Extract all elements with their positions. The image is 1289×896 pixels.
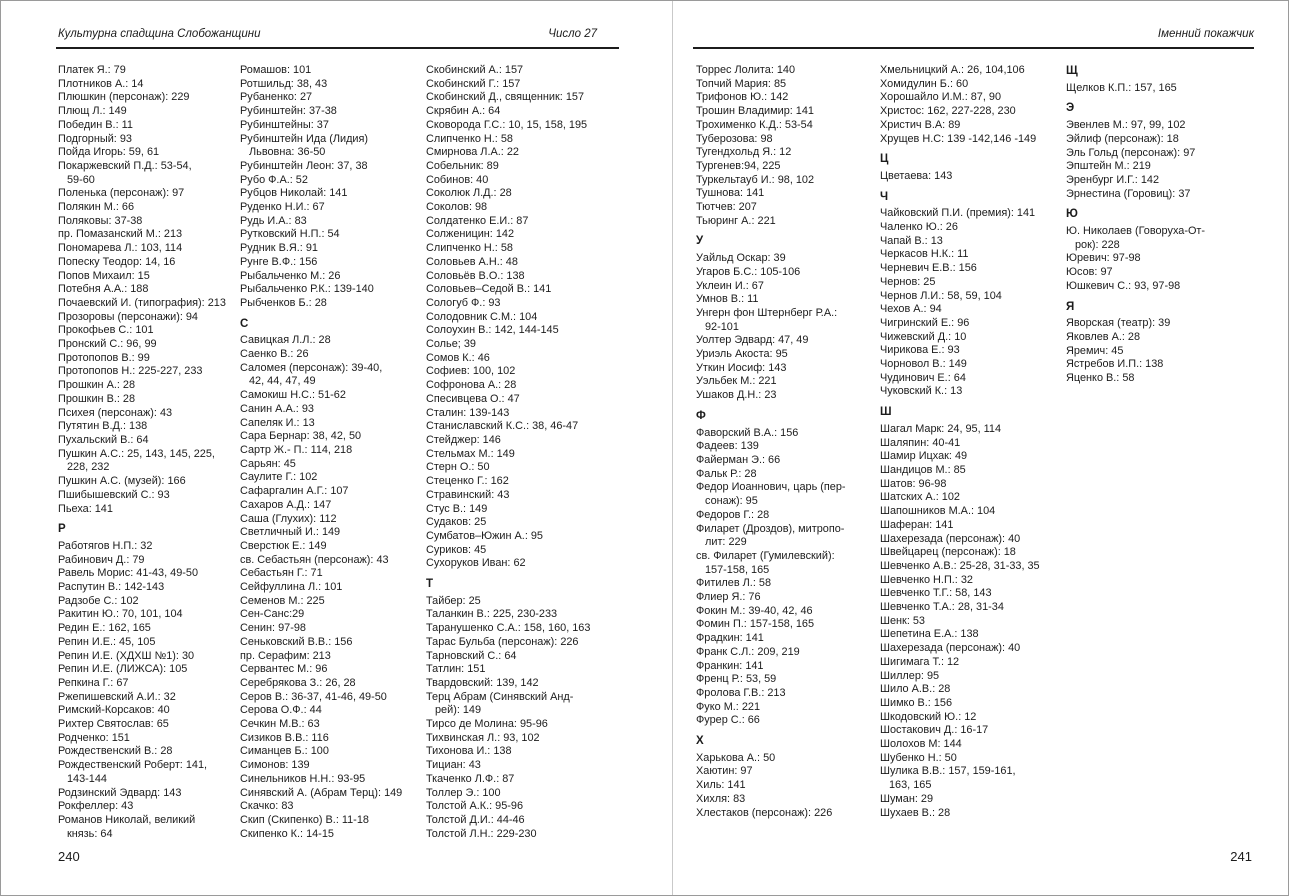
- index-entry: Шолохов М: 144: [880, 738, 962, 751]
- index-entry: Сен-Санс:29: [240, 608, 305, 621]
- header-rule-right: [693, 47, 1254, 49]
- index-entry: Судаков: 25: [426, 516, 487, 529]
- index-entry: Пушкин А.С. (музей): 166: [58, 475, 186, 488]
- index-entry: Солодовник С.М.: 104: [426, 310, 538, 323]
- index-entry: Скрябин А.: 64: [426, 105, 501, 118]
- index-entry: Трохименко К.Д.: 53-54: [696, 118, 813, 131]
- index-entry: Почаевский И. (типография): 213: [58, 296, 226, 309]
- index-entry: Трошин Владимир: 141: [696, 105, 814, 118]
- index-entry: Тушнова: 141: [696, 187, 765, 200]
- index-entry: Шандицов М.: 85: [880, 463, 966, 476]
- index-entry: Уриэль Акоста: 95: [696, 348, 788, 361]
- index-entry: Фокин М.: 39-40, 42, 46: [696, 604, 813, 617]
- index-entry: Прошкин В.: 28: [58, 392, 136, 405]
- index-entry: Софронова А.: 28: [426, 379, 517, 392]
- index-entry: Поляковы: 37-38: [58, 214, 143, 227]
- index-entry: Толстой Л.Н.: 229-230: [426, 827, 537, 840]
- index-entry: Сартр Ж.- П.: 114, 218: [240, 443, 353, 456]
- index-entry: Суриков: 45: [426, 543, 487, 556]
- index-column: [880, 64, 1060, 820]
- index-entry: Чуковский К.: 13: [880, 385, 963, 398]
- index-entry: Рутковский Н.П.: 54: [240, 228, 340, 241]
- index-entry: Потебня А.А.: 188: [58, 283, 149, 296]
- index-entry: Шевченко Т.Г.: 58, 143: [880, 587, 992, 600]
- index-entry: Пронский С.: 96, 99: [58, 338, 157, 351]
- index-entry: Чернов Л.И.: 58, 59, 104: [880, 289, 1002, 302]
- index-entry: Эрнестина (Горовиц): 37: [1066, 187, 1191, 200]
- index-entry: Серова О.Ф.: 44: [240, 704, 322, 717]
- index-entry: Серов В.: 36-37, 41-46, 49-50: [240, 690, 387, 703]
- index-entry: Работягов Н.П.: 32: [58, 539, 153, 552]
- index-column: [426, 64, 612, 841]
- index-entry: Хаютин: 97: [696, 765, 753, 778]
- index-entry: Распутин В.: 142-143: [58, 581, 165, 594]
- running-header-index-title: Іменний покажчик: [1157, 28, 1254, 40]
- index-entry: Христич В.А: 89: [880, 118, 961, 131]
- index-entry: Таланкин В.: 225, 230-233: [426, 608, 558, 621]
- index-entry: Слипченко Н.: 58: [426, 132, 513, 145]
- index-entry: Яковлев А.: 28: [1066, 330, 1141, 343]
- index-entry: Синельников Н.Н.: 93-95: [240, 772, 366, 785]
- index-entry: Тарновский С.: 64: [426, 649, 517, 662]
- index-entry: Френц Р.: 53, 59: [696, 673, 777, 686]
- index-entry: Скип (Скипенко) В.: 11-18: [240, 813, 369, 826]
- index-entry: св. Филарет (Гумилевский): 157-158, 165: [696, 549, 835, 576]
- index-entry: Рабинович Д.: 79: [58, 553, 145, 566]
- index-entry: Серебрякова З.: 26, 28: [240, 676, 356, 689]
- index-entry: Тайбер: 25: [426, 594, 481, 607]
- index-entry: Хорошайло И.М.: 87, 90: [880, 91, 1002, 104]
- index-entry: Стельмах М.: 149: [426, 447, 515, 460]
- index-entry: Фитилев Л.: 58: [696, 577, 771, 590]
- index-entry: Уэльбек М.: 221: [696, 375, 777, 388]
- index-entry: Ржепишевский А.И.: 32: [58, 690, 176, 703]
- index-entry: Флиер Я.: 76: [696, 591, 761, 604]
- index-entry: Сверстюк Е.: 149: [240, 539, 327, 552]
- index-column: [696, 64, 876, 820]
- index-entry: Протопопов Н.: 225-227, 233: [58, 365, 203, 378]
- index-entry: Туберозова: 98: [696, 132, 773, 145]
- index-entry: Тютчев: 207: [696, 201, 757, 214]
- index-entry: Репкина Г.: 67: [58, 676, 129, 689]
- index-entry: Сапеляк И.: 13: [240, 416, 315, 429]
- index-entry: Рубинштейн: 37-38: [240, 105, 337, 118]
- index-entry: Шахерезада (персонаж): 40: [880, 532, 1021, 545]
- index-entry: Сахаров А.Д.: 147: [240, 498, 332, 511]
- index-entry: Рыбальченко Р.К.: 139-140: [240, 283, 374, 296]
- index-entry: Юшкевич С.: 93, 97-98: [1066, 279, 1181, 292]
- index-column: [1066, 64, 1252, 386]
- index-entry: Соловьев А.Н.: 48: [426, 255, 518, 268]
- index-entry: Рубо Ф.А.: 52: [240, 173, 308, 186]
- index-entry: Рыбальченко М.: 26: [240, 269, 341, 282]
- index-entry: Шевченко Т.А.: 28, 31-34: [880, 601, 1004, 614]
- index-entry: Тургенев:94, 225: [696, 159, 781, 172]
- index-entry: Татлин: 151: [426, 663, 486, 676]
- index-entry: Филарет (Дроздов), митропо- лит: 229: [696, 522, 845, 549]
- index-entry: Эйлиф (персонаж): 18: [1066, 132, 1179, 145]
- index-section-letter: Р: [58, 523, 66, 536]
- index-section-letter: Ш: [880, 406, 892, 419]
- index-entry: Чижевский Д.: 10: [880, 330, 967, 343]
- index-entry: Рудник В.Я.: 91: [240, 242, 318, 255]
- index-entry: Эпштейн М.: 219: [1066, 160, 1151, 173]
- index-entry: Толстой А.К.: 95-96: [426, 800, 524, 813]
- index-entry: Яворская (театр): 39: [1066, 317, 1171, 330]
- index-entry: Соколюк Л.Д.: 28: [426, 187, 512, 200]
- index-entry: Сара Бернар: 38, 42, 50: [240, 430, 362, 443]
- running-header-left-page: [58, 28, 619, 40]
- index-entry: Шулика В.В.: 157, 159-161, 163, 165: [880, 765, 1016, 792]
- index-entry: Шухаев В.: 28: [880, 806, 951, 819]
- index-entry: Тихвинская Л.: 93, 102: [426, 731, 540, 744]
- index-entry: Уткин Иосиф: 143: [696, 361, 787, 374]
- index-entry: Туркельтауб И.: 98, 102: [696, 173, 815, 186]
- index-entry: Тирсо де Молина: 95-96: [426, 718, 548, 731]
- index-entry: Семенов М.: 225: [240, 594, 325, 607]
- index-entry: Савицкая Л.Л.: 28: [240, 334, 331, 347]
- index-entry: Хомидулин Б.: 60: [880, 77, 969, 90]
- index-entry: Черневич Е.В.: 156: [880, 262, 977, 275]
- index-entry: Пономарева Л.: 103, 114: [58, 242, 183, 255]
- index-entry: Фаворский В.А.: 156: [696, 426, 799, 439]
- index-entry: Соколов: 98: [426, 201, 488, 214]
- index-entry: Черкасов Н.К.: 11: [880, 248, 969, 261]
- index-entry: Слипченко Н.: 58: [426, 242, 513, 255]
- index-entry: Скобинский Г.: 157: [426, 77, 521, 90]
- index-entry: Фурер С.: 66: [696, 714, 760, 727]
- index-entry: Саша (Глухих): 112: [240, 512, 337, 525]
- index-entry: Спесивцева О.: 47: [426, 392, 520, 405]
- index-entry: Фальк Р.: 28: [696, 467, 757, 480]
- index-entry: Рихтер Святослав: 65: [58, 718, 169, 731]
- index-column: [240, 64, 420, 841]
- index-entry: Сафаргалин А.Г.: 107: [240, 485, 349, 498]
- index-entry: Умнов В.: 11: [696, 293, 759, 306]
- index-entry: Саулите Г.: 102: [240, 471, 318, 484]
- index-entry: Фуко М.: 221: [696, 700, 761, 713]
- index-entry: Шаферан: 141: [880, 518, 954, 531]
- index-entry: Равель Морис: 41-43, 49-50: [58, 567, 199, 580]
- index-section-letter: Х: [696, 735, 704, 748]
- index-entry: Прошкин А.: 28: [58, 379, 136, 392]
- index-entry: Репин И.Е. (ХДХШ №1): 30: [58, 649, 195, 662]
- index-entry: Репин И.Е. (ЛИЖСА): 105: [58, 663, 188, 676]
- index-entry: Сологуб Ф.: 93: [426, 296, 501, 309]
- index-entry: Трифонов Ю.: 142: [696, 91, 789, 104]
- index-entry: Фрадкин: 141: [696, 632, 764, 645]
- index-entry: Сомов К.: 46: [426, 351, 490, 364]
- index-entry: Синявский А. (Абрам Терц): 149: [240, 786, 403, 799]
- header-rule-left: [56, 47, 619, 49]
- index-entry: Чудинович Е.: 64: [880, 371, 966, 384]
- index-entry: Хлестаков (персонаж): 226: [696, 806, 833, 819]
- index-entry: Римский-Корсаков: 40: [58, 704, 170, 717]
- index-entry: Чапай В.: 13: [880, 234, 943, 247]
- index-entry: Шиллер: 95: [880, 669, 940, 682]
- index-entry: Сарьян: 45: [240, 457, 296, 470]
- index-entry: Сковорода Г.С.: 10, 15, 158, 195: [426, 118, 588, 131]
- index-entry: Хрущев Н.С: 139 -142,146 -149: [880, 132, 1037, 145]
- index-entry: Романов Николай, великий князь: 64: [58, 813, 196, 840]
- index-entry: Собельник: 89: [426, 159, 499, 172]
- index-entry: Чехов А.: 94: [880, 303, 942, 316]
- index-entry: Шатов: 96-98: [880, 477, 947, 490]
- index-section-letter: У: [696, 235, 704, 248]
- index-entry: Сухоруков Иван: 62: [426, 557, 526, 570]
- index-entry: Шапошников М.А.: 104: [880, 505, 996, 518]
- index-section-letter: Я: [1066, 300, 1075, 313]
- index-section-letter: Ц: [880, 153, 889, 166]
- index-entry: Юревич: 97-98: [1066, 252, 1141, 265]
- index-entry: Полякин М.: 66: [58, 201, 135, 214]
- index-entry: Сеньковский В.В.: 156: [240, 635, 353, 648]
- index-entry: Ткаченко Л.Ф.: 87: [426, 772, 515, 785]
- index-entry: Покаржевский П.Д.: 53-54, 59-60: [58, 159, 192, 186]
- index-entry: Чайковский П.И. (премия): 141: [880, 207, 1036, 220]
- index-entry: Франк С.Л.: 209, 219: [696, 645, 800, 658]
- index-entry: Шуман: 29: [880, 792, 934, 805]
- index-entry: Попеску Теодор: 14, 16: [58, 255, 176, 268]
- index-entry: Ушаков Д.Н.: 23: [696, 389, 777, 402]
- index-entry: Ракитин Ю.: 70, 101, 104: [58, 608, 183, 621]
- index-entry: Федоров Г.: 28: [696, 508, 770, 521]
- index-entry: Швейцарец (персонаж): 18: [880, 546, 1016, 559]
- index-entry: Шенк: 53: [880, 614, 925, 627]
- index-section-letter: Ю: [1066, 208, 1078, 221]
- index-entry: Рубинштейн Ида (Лидия) Львовна: 36-50: [240, 132, 369, 159]
- index-entry: Харькова А.: 50: [696, 751, 776, 764]
- index-entry: Тихонова И.: 138: [426, 745, 512, 758]
- index-entry: Репин И.Е.: 45, 105: [58, 635, 156, 648]
- index-entry: Пойда Игорь: 59, 61: [58, 146, 160, 159]
- index-section-letter: Ф: [696, 409, 706, 422]
- index-entry: Шагал Марк: 24, 95, 114: [880, 422, 1002, 435]
- index-entry: Пухальский В.: 64: [58, 433, 149, 446]
- index-entry: Рудь И.А.: 83: [240, 214, 307, 227]
- index-entry: Протопопов В.: 99: [58, 351, 150, 364]
- index-entry: Рождественский Роберт: 141, 143-144: [58, 759, 208, 785]
- index-entry: Солье; 39: [426, 338, 476, 351]
- index-entry: Шубенко Н.: 50: [880, 751, 957, 764]
- index-entry: Тициан: 43: [426, 759, 481, 772]
- index-entry: Юсов: 97: [1066, 266, 1113, 279]
- index-entry: Софиев: 100, 102: [426, 365, 516, 378]
- index-entry: Стус В.: 149: [426, 502, 488, 515]
- index-entry: Ястребов И.П.: 138: [1066, 358, 1164, 371]
- index-entry: Руденко Н.И.: 67: [240, 201, 325, 214]
- index-entry: Ротшильд: 38, 43: [240, 77, 328, 90]
- index-entry: Шамир Ицхак: 49: [880, 450, 968, 463]
- index-entry: Скобинский А.: 157: [426, 64, 524, 76]
- index-entry: пр. Серафим: 213: [240, 649, 331, 662]
- index-section-letter: Ч: [880, 190, 889, 203]
- index-entry: Самокиш Н.С.: 51-62: [240, 389, 346, 402]
- index-entry: Яценко В.: 58: [1066, 372, 1135, 385]
- index-entry: Плюшкин (персонаж): 229: [58, 91, 190, 104]
- index-entry: Хихля: 83: [696, 792, 746, 805]
- index-entry: Сизиков В.В.: 116: [240, 731, 329, 744]
- index-entry: Уолтер Эдвард: 47, 49: [696, 334, 809, 347]
- index-entry: Толлер Э.: 100: [426, 786, 501, 799]
- index-section-letter: С: [240, 317, 249, 330]
- index-entry: Сталин: 139-143: [426, 406, 510, 419]
- index-entry: Чирикова Е.: 93: [880, 344, 960, 357]
- index-entry: Сенин: 97-98: [240, 622, 306, 635]
- index-entry: Сечкин М.В.: 63: [240, 718, 320, 731]
- index-entry: Радзобе С.: 102: [58, 594, 139, 607]
- running-header-issue: Число 27: [548, 28, 597, 40]
- index-entry: Соловьёв В.О.: 138: [426, 269, 525, 282]
- index-entry: Терц Абрам (Синявский Анд- рей): 149: [426, 690, 574, 717]
- index-entry: Торрес Лолита: 140: [696, 64, 796, 76]
- index-entry: Чигринский Е.: 96: [880, 316, 970, 329]
- index-entry: Шахерезада (персонаж): 40: [880, 642, 1021, 655]
- index-entry: Станиславский К.С.: 38, 46-47: [426, 420, 579, 433]
- index-entry: Угаров Б.С.: 105-106: [696, 265, 801, 278]
- index-entry: Плотников А.: 14: [58, 77, 144, 90]
- index-entry: пр. Помазанский М.: 213: [58, 228, 183, 241]
- index-entry: Чаленко Ю.: 26: [880, 221, 958, 234]
- index-entry: Саенко В.: 26: [240, 348, 309, 361]
- index-entry: Платек Я.: 79: [58, 64, 126, 76]
- index-entry: Путятин В.Д.: 138: [58, 420, 148, 433]
- index-entry: Шевченко Н.П.: 32: [880, 573, 973, 586]
- index-entry: Шаляпин: 40-41: [880, 436, 961, 449]
- index-entry: Солдатенко Е.И.: 87: [426, 214, 529, 227]
- index-entry: Шатских А.: 102: [880, 491, 960, 504]
- index-entry: Плющ Л.: 149: [58, 105, 127, 118]
- index-entry: Солоухин В.: 142, 144-145: [426, 324, 559, 337]
- index-entry: Стерн О.: 50: [426, 461, 490, 474]
- index-entry: Родзинский Эдвард: 143: [58, 786, 182, 799]
- index-entry: Собинов: 40: [426, 173, 489, 186]
- index-entry: Рыбченков Б.: 28: [240, 296, 327, 309]
- index-entry: Фомин П.: 157-158, 165: [696, 618, 815, 631]
- index-entry: Подгорный: 93: [58, 132, 132, 145]
- index-entry: Победин В.: 11: [58, 118, 133, 131]
- index-entry: Федор Иоаннович, царь (пер- сонаж): 95: [696, 481, 846, 508]
- index-entry: Соловьев–Седой В.: 141: [426, 283, 552, 296]
- index-entry: Стравинский: 43: [426, 488, 510, 501]
- index-entry: Родченко: 151: [58, 731, 130, 744]
- index-entry: Таранушенко С.А.: 158, 160, 163: [426, 622, 591, 635]
- index-entry: Щелков К.П.: 157, 165: [1066, 81, 1177, 94]
- index-entry: Шепетина Е.А.: 138: [880, 628, 979, 641]
- index-entry: Прозоровы (персонажи): 94: [58, 310, 198, 323]
- index-entry: Рождественский В.: 28: [58, 745, 173, 758]
- index-entry: Тьюринг А.: 221: [696, 214, 776, 227]
- index-entry: Шостакович Д.: 16-17: [880, 724, 989, 737]
- index-section-letter: Э: [1066, 102, 1075, 115]
- index-entry: Эль Гольд (персонаж): 97: [1066, 146, 1196, 159]
- index-entry: Топчий Мария: 85: [696, 77, 787, 90]
- index-entry: Скачко: 83: [240, 800, 294, 813]
- index-entry: Скипенко К.: 14-15: [240, 827, 334, 840]
- index-entry: Скобинский Д., священник: 157: [426, 91, 584, 104]
- index-entry: Солженицин: 142: [426, 228, 515, 241]
- index-entry: Рубинштейны: 37: [240, 118, 329, 131]
- index-entry: Стеценко Г.: 162: [426, 475, 509, 488]
- index-entry: Рунге В.Ф.: 156: [240, 255, 318, 268]
- index-entry: Хиль: 141: [696, 779, 746, 792]
- index-entry: Чернов: 25: [880, 275, 936, 288]
- index-entry: Тарас Бульба (персонаж): 226: [426, 635, 579, 648]
- index-entry: Уклеин И.: 67: [696, 279, 764, 292]
- index-column: [58, 64, 238, 841]
- index-entry: Пушкин А.С.: 25, 143, 145, 225, 228, 232: [58, 447, 215, 474]
- index-entry: Толстой Д.И.: 44-46: [426, 813, 525, 826]
- index-entry: Смирнова Л.А.: 22: [426, 146, 519, 159]
- index-entry: Рубцов Николай: 141: [240, 187, 348, 200]
- index-entry: Санин А.А.: 93: [240, 402, 314, 415]
- index-entry: Рокфеллер: 43: [58, 800, 134, 813]
- index-entry: Яремич: 45: [1066, 344, 1124, 357]
- index-entry: Шкодовский Ю.: 12: [880, 710, 977, 723]
- index-section-letter: Т: [426, 578, 434, 591]
- index-entry: Симанцев Б.: 100: [240, 745, 329, 758]
- index-entry: Франкин: 141: [696, 659, 764, 672]
- index-entry: Эвенлев М.: 97, 99, 102: [1066, 119, 1186, 132]
- index-entry: Файерман Э.: 66: [696, 453, 781, 466]
- index-entry: Сервантес М.: 96: [240, 663, 328, 676]
- index-entry: Пшибышевский С.: 93: [58, 488, 170, 501]
- index-entry: Ромашов: 101: [240, 64, 312, 76]
- index-entry: Светличный И.: 149: [240, 526, 341, 539]
- index-entry: Симонов: 139: [240, 759, 310, 772]
- index-entry: Рубаненко: 27: [240, 91, 313, 104]
- index-entry: Пьеха: 141: [58, 502, 113, 515]
- running-header-title: Культурна спадщина Слобожанщини: [58, 28, 261, 40]
- page-number: 240: [58, 849, 80, 864]
- index-entry: Редин Е.: 162, 165: [58, 622, 151, 635]
- index-entry: Тугендхольд Я.: 12: [696, 146, 792, 159]
- index-entry: Прокофьев С.: 101: [58, 324, 154, 337]
- index-entry: Фролова Г.В.: 213: [696, 686, 786, 699]
- index-entry: Унгерн фон Штернберг Р.А.: 92-101: [696, 306, 838, 333]
- index-entry: Уайльд Оскар: 39: [696, 252, 786, 265]
- index-entry: Эренбург И.Г.: 142: [1066, 173, 1159, 186]
- page-divider: [672, 1, 673, 896]
- index-entry: Себастьян Г.: 71: [240, 567, 323, 580]
- page-number: 241: [1230, 849, 1252, 864]
- index-entry: Сейфуллина Л.: 101: [240, 581, 343, 594]
- index-entry: Твардовский: 139, 142: [426, 676, 539, 689]
- index-entry: Чорновол В.: 149: [880, 358, 967, 371]
- index-entry: Шигимага Т.: 12: [880, 655, 960, 668]
- index-section-letter: Щ: [1066, 65, 1078, 77]
- index-entry: Психея (персонаж): 43: [58, 406, 173, 419]
- index-entry: Цветаева: 143: [880, 169, 953, 182]
- index-entry: Саломея (персонаж): 39-40, 42, 44, 47, 49: [240, 361, 383, 388]
- index-entry: Рубинштейн Леон: 37, 38: [240, 159, 368, 172]
- index-entry: Ю. Николаев (Говоруха-От- рок): 228: [1066, 225, 1206, 251]
- index-entry: Попов Михаил: 15: [58, 269, 150, 282]
- index-entry: св. Себастьян (персонаж): 43: [240, 553, 389, 566]
- index-entry: Христос: 162, 227-228, 230: [880, 105, 1016, 118]
- index-entry: Стейджер: 146: [426, 433, 501, 446]
- index-entry: Шило А.В.: 28: [880, 683, 951, 696]
- index-entry: Хмельницкий А.: 26, 104,106: [880, 64, 1025, 76]
- index-entry: Шимко В.: 156: [880, 696, 953, 709]
- index-entry: Поленька (персонаж): 97: [58, 187, 185, 200]
- index-entry: Шевченко А.В.: 25-28, 31-33, 35: [880, 559, 1040, 572]
- index-entry: Фадеев: 139: [696, 440, 759, 453]
- index-entry: Сумбатов–Южин А.: 95: [426, 529, 543, 542]
